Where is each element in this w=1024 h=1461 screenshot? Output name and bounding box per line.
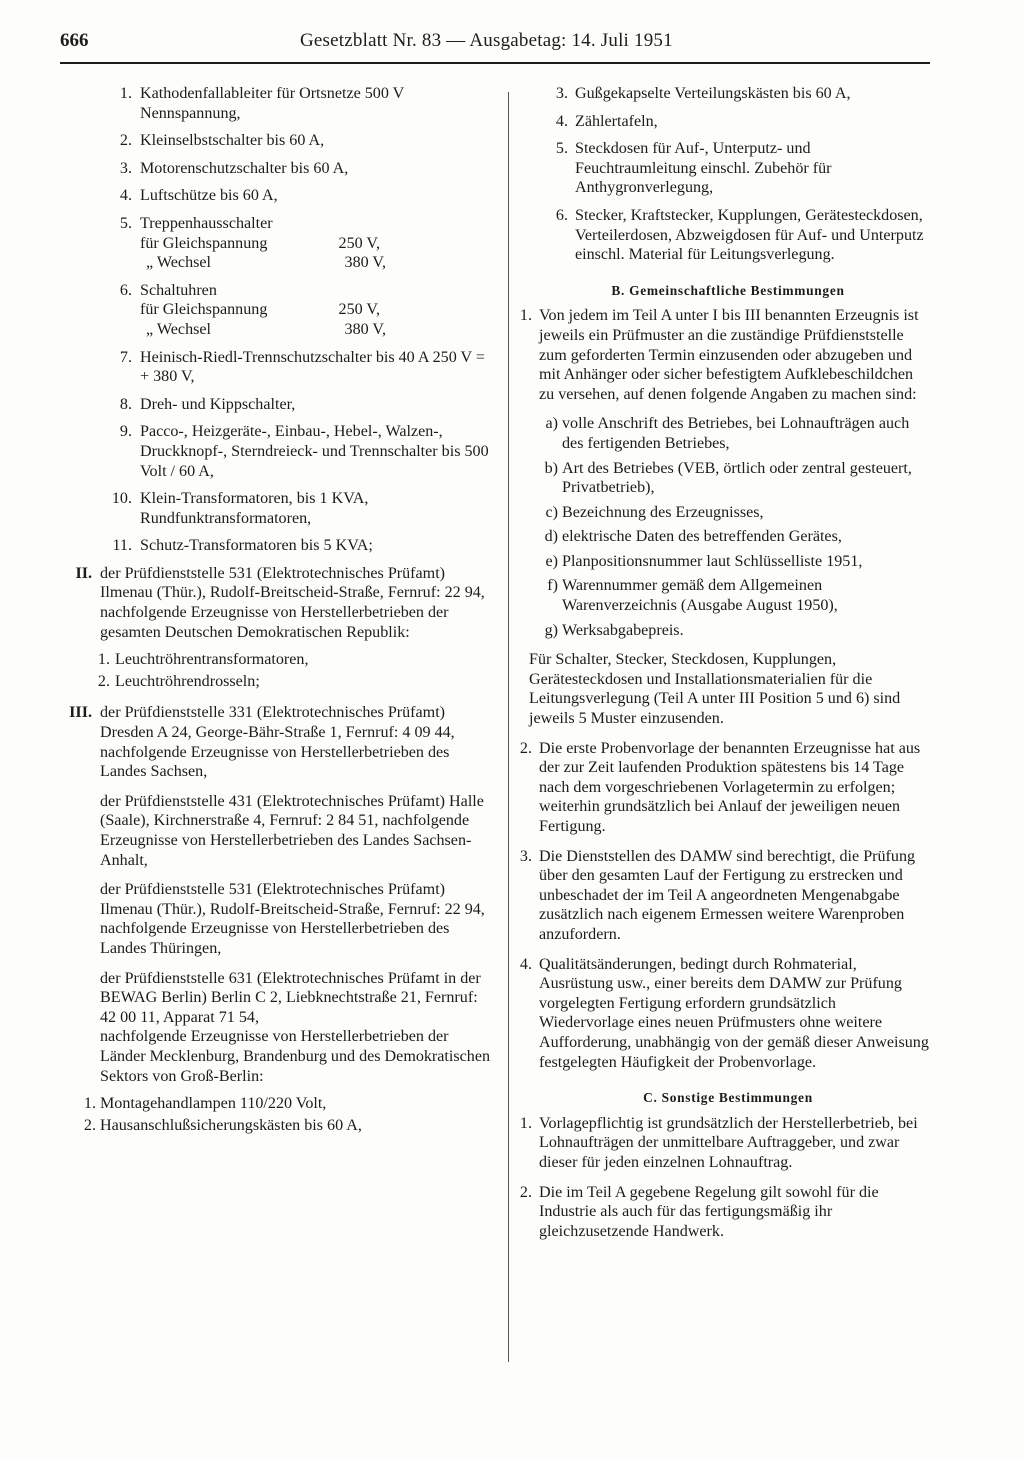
item-text: Kathodenfallableiter für Ortsnetze 500 V Nennspannung, bbox=[140, 85, 404, 122]
paragraph-text: Die erste Probenvorlage der benannten Erzeugnisse hat aus der zur Zeit laufenden Produktion spätestens bis 14 Tage nach dem vorgeschriebenen Vorlagetermin zu erfolgen; weiterhin grundsätzlich bei Anlauf der jeweiligen neuen Fertigung. bbox=[539, 739, 921, 835]
letter-item bbox=[504, 527, 932, 547]
item-text: Planpositionsnummer laut Schlüsselliste 1951, bbox=[562, 552, 863, 570]
voltage-row bbox=[140, 234, 490, 254]
item-text: Leuchtröhrentransformatoren, bbox=[115, 651, 309, 669]
section-text: der Prüfdienststelle 531 (Elektrotechnisches Prüfamt) Ilmenau (Thür.), Rudolf-Breitscheid-Straße, Fernruf: 22 94, bbox=[100, 564, 485, 602]
list-item bbox=[60, 348, 490, 387]
list-item bbox=[504, 139, 932, 198]
item-text: Hausanschlußsicherungskästen bis 60 A, bbox=[100, 1116, 362, 1134]
paragraph-note bbox=[504, 650, 932, 728]
paragraph-number: 2. bbox=[519, 739, 532, 757]
voltage-row bbox=[140, 320, 496, 340]
item-number: 2. bbox=[83, 1116, 96, 1134]
item-text: Art des Betriebes (VEB, örtlich oder zentral gesteuert, Privatbetrieb), bbox=[562, 459, 912, 497]
paragraph-text: Qualitätsänderungen, bedingt durch Rohmaterial, Ausrüstung usw., einer bereits dem DAMW zur Prüfung vorgelegten Fertigung erfordern grundsätzlich Wiedervorlage eines neuen Prüfmusters ohne weitere Aufforderung, unabhängig von der gemäß dieser Anweisung festgelegten Häufigkeit der Probenvorlage. bbox=[539, 955, 929, 1071]
section-iii bbox=[60, 703, 490, 781]
paragraph bbox=[504, 1183, 932, 1242]
item-text: Leuchtröhrendrosseln; bbox=[115, 672, 260, 690]
list-item bbox=[60, 672, 490, 692]
list-item bbox=[504, 112, 932, 132]
item-text: Treppenhausschalter bbox=[140, 214, 273, 232]
item-text: Pacco-, Heizgeräte-, Einbau-, Hebel-, Walzen-, Druckknopf-, Sterndreieck- und Trennschalter bis 500 Volt / 60 A, bbox=[140, 423, 489, 480]
item-text: Steckdosen für Auf-, Unterputz- und Feuchtraumleitung einschl. Zubehör für Anthygronverlegung, bbox=[575, 140, 832, 197]
paragraph-text: Die im Teil A gegebene Regelung gilt sowohl für die Industrie als auch für das fertigungsmäßig ihr gleichzusetzende Handwerk. bbox=[539, 1183, 879, 1240]
paragraph-text: Von jedem im Teil A unter I bis III benannten Erzeugnis ist jeweils ein Prüfmuster an die zuständige Prüfdienststelle zum geforderten Termin einzusenden oder abzugeben und mit Anhänger oder sicher befestigtem Aufklebeschildchen zu versehen, auf denen folgende Angaben zu machen sind: bbox=[539, 307, 919, 403]
section-text: nachfolgende Erzeugnisse von Herstellerbetrieben der Länder Mecklenburg, Brandenburg und des Demokratischen Sektors von Groß-Berlin: bbox=[100, 1028, 491, 1085]
pruefdienststelle-block bbox=[60, 880, 490, 958]
letter-item bbox=[504, 503, 932, 523]
roman-numeral: II. bbox=[75, 564, 92, 582]
section-title-c: C. Sonstige Bestimmungen bbox=[643, 1090, 813, 1106]
item-text: Warennummer gemäß dem Allgemeinen Warenverzeichnis (Ausgabe August 1950), bbox=[562, 577, 838, 615]
voltage-label: für Gleichspannung bbox=[140, 234, 268, 252]
item-number: 8. bbox=[119, 395, 132, 413]
header-rule bbox=[60, 62, 930, 64]
paragraph-number: 1. bbox=[519, 307, 532, 325]
paragraph-number: 4. bbox=[519, 955, 532, 973]
item-letter: e) bbox=[545, 552, 558, 570]
paragraph-number: 1. bbox=[519, 1114, 532, 1132]
item-text: Motorenschutzschalter bis 60 A, bbox=[140, 159, 349, 177]
section-text: der Prüfdienststelle 431 (Elektrotechnisches Prüfamt) Halle (Saale), Kirchnerstraße 4, Fernruf: 2 84 51, nachfolgende Erzeugnisse von Herstellerbetrieben des Landes Sachsen-Anhalt, bbox=[100, 792, 484, 869]
item-text: Heinisch-Riedl-Trennschutzschalter bis 40 A 250 V = + 380 V, bbox=[140, 348, 485, 386]
voltage-row bbox=[140, 253, 496, 273]
paragraph-text: Für Schalter, Stecker, Steckdosen, Kupplungen, Gerätesteckdosen und Installationsmaterialien für die Leitungsverlegung (Teil A unter III Position 5 und 6) sind jeweils 5 Muster einzusenden. bbox=[529, 651, 901, 728]
item-number: 6. bbox=[119, 281, 132, 299]
letter-item bbox=[504, 414, 932, 453]
item-letter: f) bbox=[547, 577, 558, 595]
list-item bbox=[504, 84, 932, 104]
item-letter: g) bbox=[544, 621, 558, 639]
list-item bbox=[60, 131, 490, 151]
item-letter: a) bbox=[545, 415, 558, 433]
voltage-label: „ Wechsel bbox=[146, 254, 211, 272]
paragraph bbox=[504, 306, 932, 404]
item-text: Montagehandlampen 110/220 Volt, bbox=[100, 1095, 327, 1113]
voltage-value: 380 V, bbox=[344, 254, 386, 272]
paragraph-number: 3. bbox=[519, 847, 532, 865]
roman-numeral: III. bbox=[69, 704, 92, 722]
item-text: volle Anschrift des Betriebes, bei Lohnaufträgen auch des fertigenden Betriebes, bbox=[562, 415, 910, 452]
item-number: 4. bbox=[119, 187, 132, 205]
item-number: 5. bbox=[119, 214, 132, 232]
list-item bbox=[60, 281, 490, 340]
letter-item bbox=[504, 576, 932, 615]
list-item bbox=[60, 186, 490, 206]
item-letter: b) bbox=[544, 459, 558, 477]
section-text: der Prüfdienststelle 331 (Elektrotechnisches Prüfamt) Dresden A 24, George-Bähr-Straße 1, Fernruf: 4 09 44, bbox=[100, 704, 455, 742]
section-text: nachfolgende Erzeugnisse von Herstellerbetrieben der gesamten Deutschen Demokratischen Republik: bbox=[100, 604, 449, 641]
list-item bbox=[60, 159, 490, 179]
item-text: Stecker, Kraftstecker, Kupplungen, Gerätesteckdosen, Verteilerdosen, Abzweigdosen für Auf- und Unterputz einschl. Material für Leitungsverlegung. bbox=[575, 206, 924, 264]
letter-item bbox=[504, 459, 932, 498]
item-number: 1. bbox=[97, 651, 110, 669]
left-column bbox=[60, 84, 490, 1137]
voltage-value: 380 V, bbox=[344, 320, 386, 338]
paragraph bbox=[504, 739, 932, 837]
letter-item bbox=[504, 621, 932, 641]
item-number: 9. bbox=[119, 423, 132, 441]
list-item bbox=[60, 536, 490, 556]
page-number: 666 bbox=[60, 30, 89, 51]
item-number: 1. bbox=[119, 85, 132, 102]
item-letter: c) bbox=[545, 503, 558, 521]
item-text: Schaltuhren bbox=[140, 281, 217, 299]
item-number: 2. bbox=[119, 132, 132, 150]
item-number: 4. bbox=[555, 112, 568, 130]
pruefdienststelle-block bbox=[60, 969, 490, 1087]
list-item bbox=[60, 650, 490, 670]
voltage-label: „ Wechsel bbox=[146, 320, 211, 338]
item-text: Werksabgabepreis. bbox=[562, 621, 684, 639]
section-text: nachfolgende Erzeugnisse von Herstellerbetrieben des Landes Sachsen, bbox=[100, 743, 450, 781]
list-item bbox=[504, 206, 932, 265]
right-column bbox=[504, 84, 932, 1251]
item-letter: d) bbox=[544, 528, 558, 546]
voltage-label: für Gleichspannung bbox=[140, 301, 268, 319]
item-number: 1. bbox=[83, 1095, 96, 1113]
paragraph-text: Vorlagepflichtig ist grundsätzlich der Herstellerbetrieb, bei Lohnaufträgen der unmittelbare Auftraggeber, und zwar dieser für jeden einzelnen Lohnauftrag. bbox=[539, 1114, 918, 1171]
item-text: elektrische Daten des betreffenden Gerätes, bbox=[562, 528, 842, 546]
section-text: der Prüfdienststelle 531 (Elektrotechnisches Prüfamt) Ilmenau (Thür.), Rudolf-Breitscheid-Straße, Fernruf: 22 94, bbox=[100, 881, 485, 918]
list-item bbox=[60, 422, 490, 481]
page-header-title: Gesetzblatt Nr. 83 — Ausgabetag: 14. Juli 1951 bbox=[300, 30, 673, 51]
item-text: Bezeichnung des Erzeugnisses, bbox=[562, 503, 764, 521]
list-item bbox=[60, 1094, 490, 1114]
item-text: Kleinselbstschalter bis 60 A, bbox=[140, 132, 325, 150]
voltage-value: 250 V, bbox=[338, 234, 380, 252]
section-title-b: B. Gemeinschaftliche Bestimmungen bbox=[611, 282, 845, 298]
item-number: 5. bbox=[555, 140, 568, 158]
paragraph-number: 2. bbox=[519, 1183, 532, 1201]
section-text: der Prüfdienststelle 631 (Elektrotechnisches Prüfamt in der BEWAG Berlin) Berlin C 2, Liebknechtstraße 21, Fernruf: 42 00 11, Apparat 71 54, bbox=[100, 969, 481, 1026]
pruefdienststelle-block bbox=[60, 792, 490, 870]
item-number: 3. bbox=[119, 159, 132, 177]
list-item bbox=[60, 84, 490, 123]
list-item bbox=[60, 489, 490, 528]
list-item bbox=[60, 1116, 490, 1136]
item-text: Gußgekapselte Verteilungskästen bis 60 A, bbox=[575, 85, 851, 102]
item-text: Luftschütze bis 60 A, bbox=[140, 187, 278, 205]
paragraph bbox=[504, 847, 932, 945]
item-text: Zählertafeln, bbox=[575, 112, 658, 130]
letter-item bbox=[504, 552, 932, 572]
item-text: Klein-Transformatoren, bis 1 KVA, Rundfunktransformatoren, bbox=[140, 490, 369, 527]
voltage-row bbox=[140, 300, 490, 320]
paragraph bbox=[504, 955, 932, 1073]
paragraph bbox=[504, 1114, 932, 1173]
item-number: 10. bbox=[111, 490, 132, 508]
item-text: Dreh- und Kippschalter, bbox=[140, 395, 296, 413]
section-text: nachfolgende Erzeugnisse von Herstellerbetrieben des Landes Thüringen, bbox=[100, 920, 450, 957]
voltage-value: 250 V, bbox=[338, 301, 380, 319]
item-number: 11. bbox=[112, 537, 132, 555]
item-number: 6. bbox=[555, 206, 568, 224]
item-text: Schutz-Transformatoren bis 5 KVA; bbox=[140, 537, 373, 555]
list-item bbox=[60, 214, 490, 273]
list-item bbox=[60, 395, 490, 415]
item-number: 7. bbox=[119, 348, 132, 366]
paragraph-text: Die Dienststellen des DAMW sind berechtigt, die Prüfung über den gesamten Lauf der Fertigung zu erstrecken und unbeschadet der im Teil A angeordneten Mengenabgabe zusätzlich nach eigenem Ermessen weitere Warenproben anzufordern. bbox=[539, 847, 916, 943]
item-number: 2. bbox=[97, 672, 110, 690]
section-ii bbox=[60, 564, 490, 642]
item-number: 3. bbox=[555, 85, 568, 102]
